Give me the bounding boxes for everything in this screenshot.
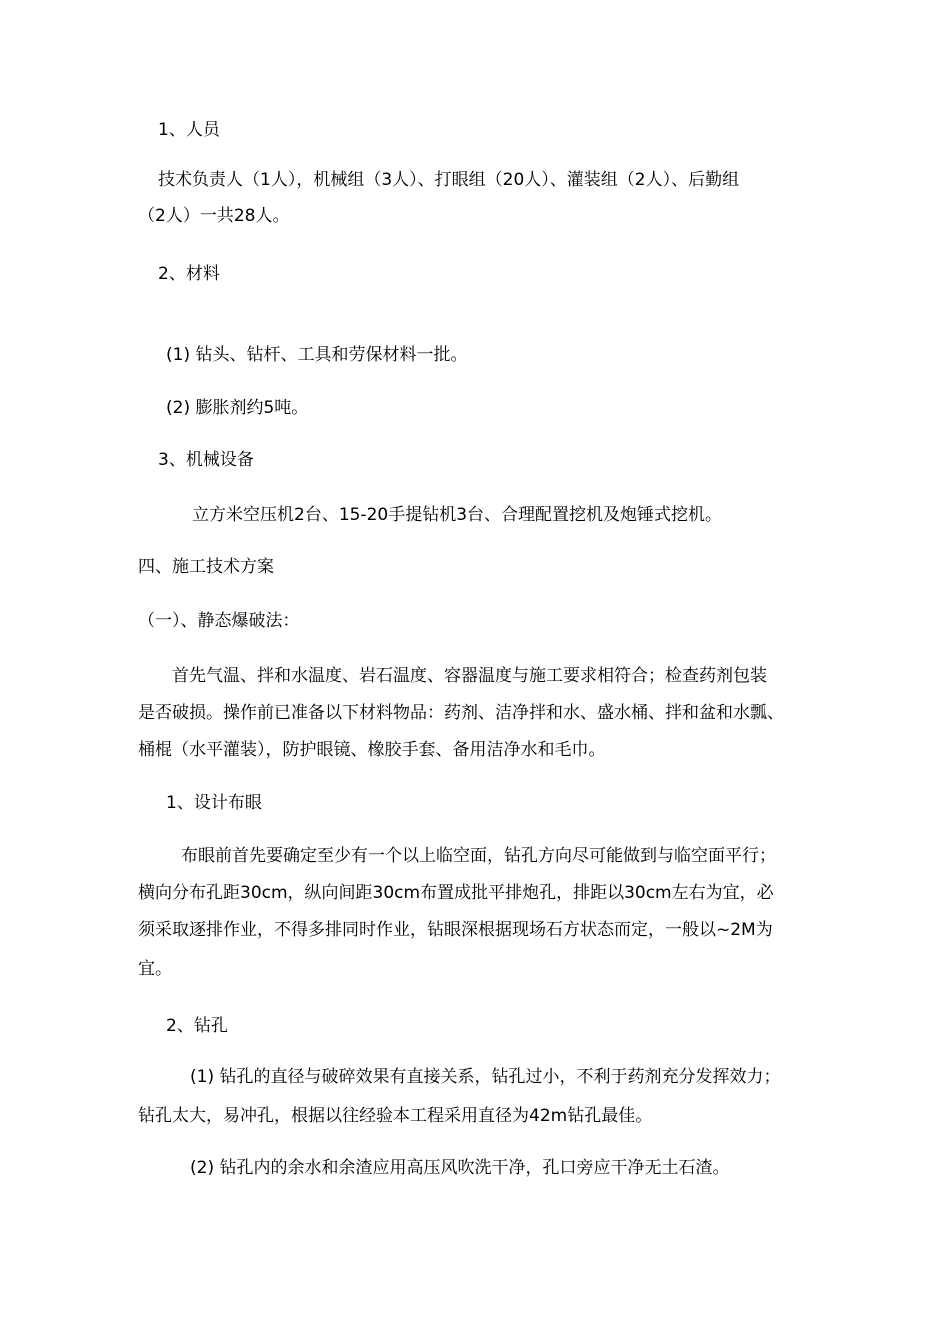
personnel-text-line: （2人）一共28人。 <box>138 206 290 226</box>
paragraph-line: 是否破损。操作前已准备以下材料物品：药剂、洁净拌和水、盛水桶、拌和盆和水瓢、 <box>138 703 784 723</box>
paragraph-line: 桶棍（水平灌装），防护眼镜、橡胶手套、备用洁净水和毛巾。 <box>138 740 606 760</box>
paragraph-line: 宜。 <box>138 959 172 979</box>
drill-item-line: 钻孔太大，易冲孔，根据以往经验本工程采用直径为42m钻孔最佳。 <box>138 1106 653 1126</box>
subsection-heading: （一）、静态爆破法： <box>138 611 300 631</box>
personnel-text-line: 技术负责人（1人），机械组（3人）、打眼组（20人）、灌装组（2人）、后勤组 <box>158 170 740 190</box>
personnel-heading: 1、人员 <box>158 120 220 140</box>
materials-heading: 2、材料 <box>158 264 220 284</box>
drill-item-line: (2) 钻孔内的余水和余渣应用高压风吹洗干净，孔口旁应干净无土石渣。 <box>190 1158 730 1178</box>
paragraph-line: 布眼前首先要确定至少有一个以上临空面，钻孔方向尽可能做到与临空面平行； <box>181 846 776 866</box>
materials-item: (2) 膨胀剂约5吨。 <box>166 398 309 418</box>
design-heading: 1、设计布眼 <box>166 793 262 813</box>
paragraph-line: 须采取逐排作业，不得多排同时作业，钻眼深根据现场石方状态而定，一般以~2M为 <box>138 920 773 940</box>
drill-heading: 2、钻孔 <box>166 1016 228 1036</box>
paragraph-line: 横向分布孔距30cm，纵向间距30cm布置成批平排炮孔，排距以30cm左右为宜，必 <box>138 883 774 903</box>
equipment-heading: 3、机械设备 <box>158 450 254 470</box>
paragraph-line: 首先气温、拌和水温度、岩石温度、容器温度与施工要求相符合；检查药剂包装 <box>172 666 767 686</box>
materials-item: (1) 钻头、钻杆、工具和劳保材料一批。 <box>166 345 468 365</box>
drill-item-line: (1) 钻孔的直径与破碎效果有直接关系，钻孔过小，不利于药剂充分发挥效力； <box>190 1067 781 1087</box>
equipment-text: 立方米空压机2台、15-20手提钻机3台、合理配置挖机及炮锤式挖机。 <box>192 505 723 525</box>
section-heading: 四、施工技术方案 <box>138 557 274 577</box>
